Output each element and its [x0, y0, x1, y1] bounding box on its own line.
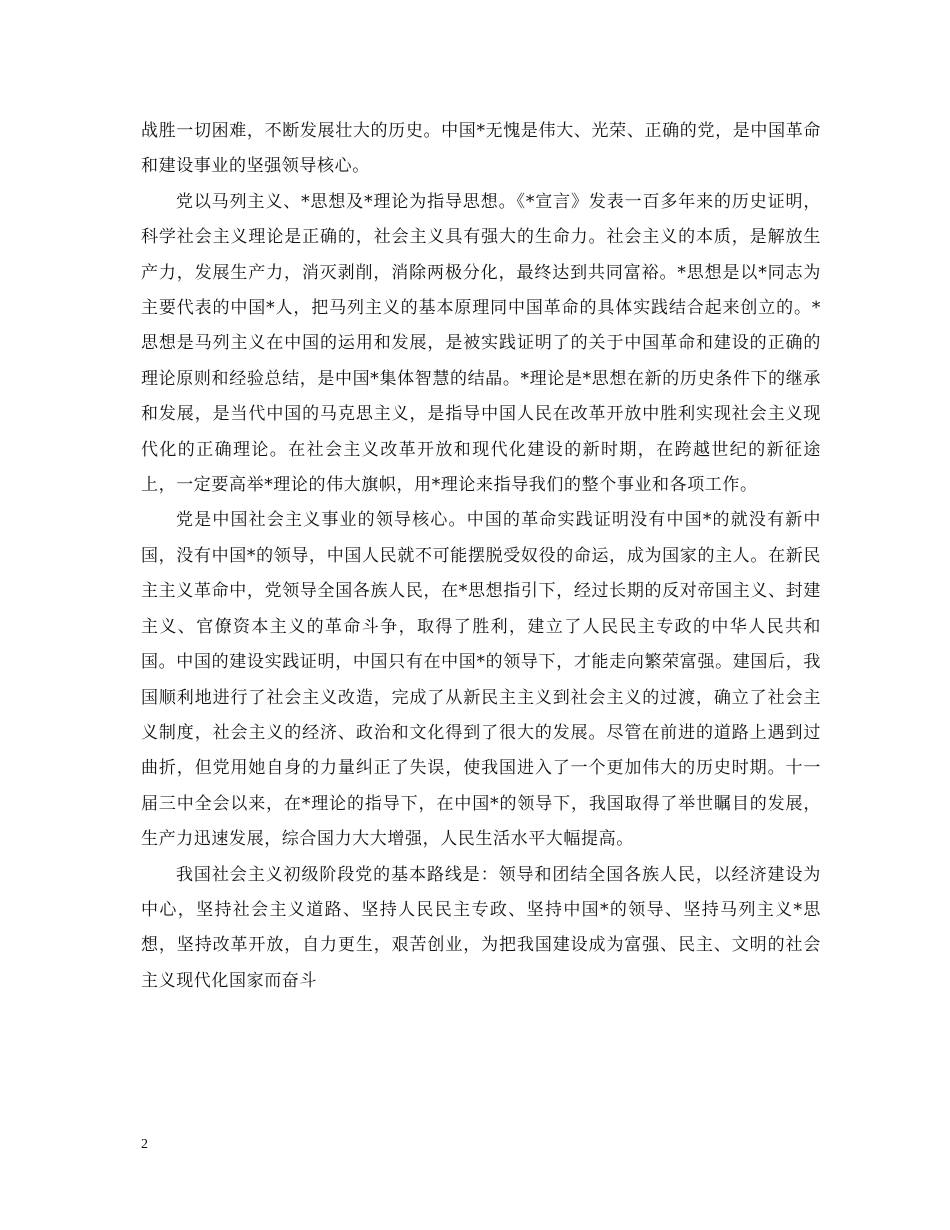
body-text: [141, 114, 821, 999]
paragraph-1: 战胜一切困难，不断发展壮大的历史。中国*无愧是伟大、光荣、正确的党，是中国革命和建设事业的坚强领导核心。: [141, 121, 821, 177]
paragraph-3: 党是中国社会主义事业的领导核心。中国的革命实践证明没有中国*的就没有新中国，没有中国*的领导，中国人民就不可能摆脱受奴役的命运，成为国家的主人。在新民主主义革命中，党领导全国各族人民，在*思想指引下，经过长期的反对帝国主义、封建主义、官僚资本主义的革命斗争，取得了胜利，建立了人民民主专政的中华人民共和国。中国的建设实践证明，中国只有在中国*的领导下，才能走向繁荣富强。建国后，我国顺利地进行了社会主义改造，完成了从新民主主义到社会主义的过渡，确立了社会主义制度，社会主义的经济、政治和文化得到了很大的发展。尽管在前进的道路上遇到过曲折，但党用她自身的力量纠正了失误，使我国进入了一个更加伟大的历史时期。十一届三中全会以来，在*理论的指导下，在中国*的领导下，我国取得了举世瞩目的发展，生产力迅速发展，综合国力大大增强，人民生活水平大幅提高。: [141, 510, 821, 850]
page-number: 2: [141, 1137, 148, 1152]
paragraph-2: 党以马列主义、*思想及*理论为指导思想。《*宣言》发表一百多年来的历史证明，科学社会主义理论是正确的，社会主义具有强大的生命力。社会主义的本质，是解放生产力，发展生产力，消灭剥削，消除两极分化，最终达到共同富裕。*思想是以*同志为主要代表的中国*人，把马列主义的基本原理同中国革命的具体实践结合起来创立的。*思想是马列主义在中国的运用和发展，是被实践证明了的关于中国革命和建设的正确的理论原则和经验总结，是中国*集体智慧的结晶。*理论是*思想在新的历史条件下的继承和发展，是当代中国的马克思主义，是指导中国人民在改革开放中胜利实现社会主义现代化的正确理论。在社会主义改革开放和现代化建设的新时期，在跨越世纪的新征途上，一定要高举*理论的伟大旗帜，用*理论来指导我们的整个事业和各项工作。: [141, 191, 821, 496]
paragraph-4: 我国社会主义初级阶段党的基本路线是：领导和团结全国各族人民，以经济建设为中心，坚持社会主义道路、坚持人民民主专政、坚持中国*的领导、坚持马列主义*思想，坚持改革开放，自力更生，艰苦创业，为把我国建设成为富强、民主、文明的社会主义现代化国家而奋斗: [141, 864, 821, 991]
